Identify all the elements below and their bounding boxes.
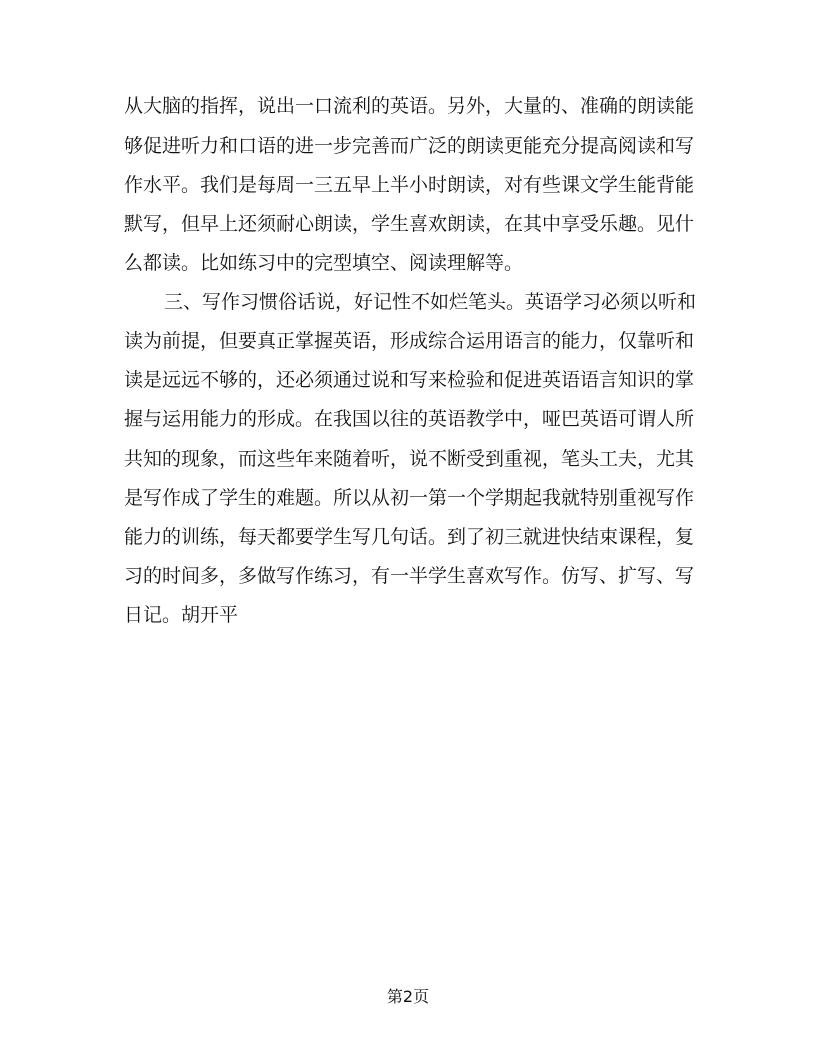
paragraph-line: 么都读。比如练习中的完型填空、阅读理解等。 — [124, 252, 524, 274]
paragraph-line: 习的时间多，多做写作练习，有一半学生喜欢写作。仿写、扩写、写 — [124, 565, 695, 587]
section-heading-line: 三、写作习惯俗话说，好记性不如烂笔头。英语学习必须以听和 — [164, 291, 697, 313]
paragraph-line: 能力的训练，每天都要学生写几句话。到了初三就进快结束课程，复 — [124, 526, 695, 548]
paragraph-line: 是写作成了学生的难题。所以从初一第一个学期起我就特别重视写作 — [124, 487, 695, 509]
paragraph-line: 读是远远不够的，还必须通过说和写来检验和促进英语语言知识的掌 — [124, 369, 695, 391]
page-number: 第2页 — [386, 987, 430, 1006]
paragraph-line: 默写，但早上还须耐心朗读，学生喜欢朗读，在其中享受乐趣。见什 — [124, 213, 695, 235]
paragraph-line: 作水平。我们是每周一三五早上半小时朗读，对有些课文学生能背能 — [124, 174, 695, 196]
paragraph-line: 日记。胡开平 — [124, 604, 239, 626]
paragraph-line: 读为前提，但要真正掌握英语，形成综合运用语言的能力，仅靠听和 — [124, 330, 695, 352]
paragraph-line: 握与运用能力的形成。在我国以往的英语教学中，哑巴英语可谓人所 — [124, 408, 695, 430]
paragraph-line: 共知的现象，而这些年来随着听，说不断受到重视，笔头工夫，尤其 — [124, 448, 695, 470]
paragraph-line: 从大脑的指挥，说出一口流利的英语。另外，大量的、准确的朗读能 — [124, 95, 695, 117]
paragraph-line: 够促进听力和口语的进一步完善而广泛的朗读更能充分提高阅读和写 — [124, 135, 695, 157]
